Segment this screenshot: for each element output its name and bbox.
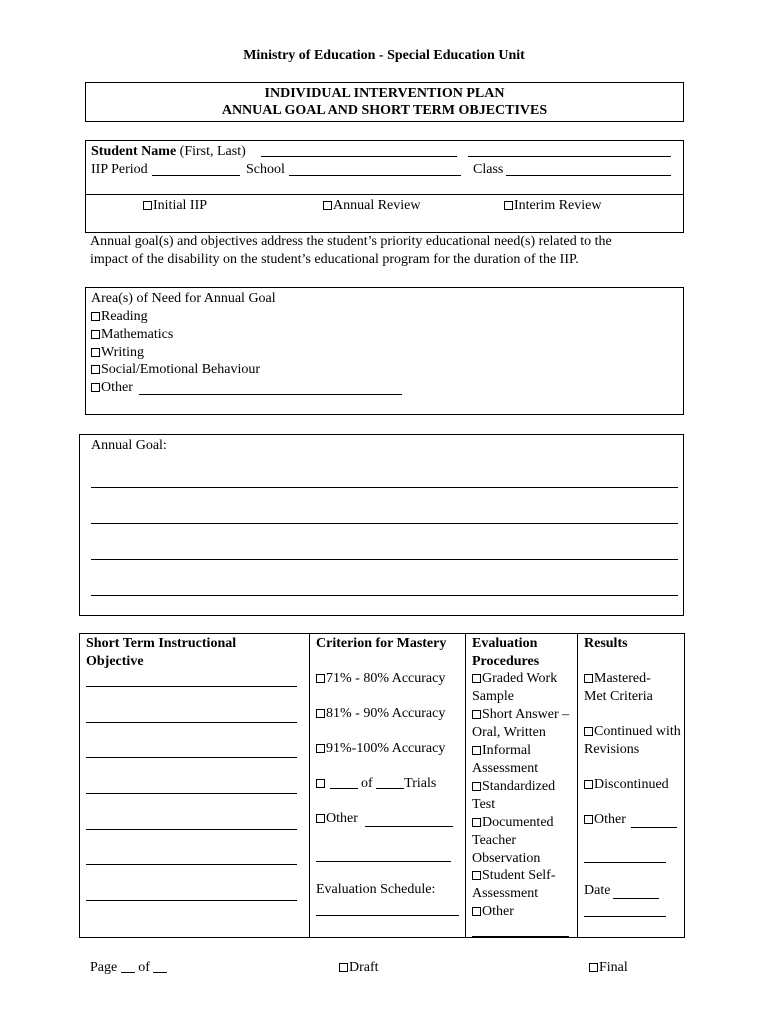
criterion-trials-checkbox[interactable]: of Trials [316,775,436,793]
objective-line[interactable] [86,864,297,865]
criterion-91-100-checkbox[interactable]: 91%-100% Accuracy [316,740,445,758]
final-checkbox[interactable]: Final [589,959,628,977]
eval-graded-work-checkbox[interactable]: Graded Work Sample [472,671,558,704]
checkbox-icon [472,674,481,683]
eval-self-assessment-checkbox[interactable]: Student Self-Assessment [472,868,556,901]
result-discontinued-checkbox[interactable]: Discontinued [584,776,669,794]
area-reading-checkbox[interactable]: Reading [91,308,148,326]
result-continued-checkbox[interactable]: Continued with Revisions [584,724,681,757]
plan-title: INDIVIDUAL INTERVENTION PLAN [264,86,505,101]
intro-line-2: impact of the disability on the student’s educational program for the duration of the IIP. [90,252,579,267]
student-info-box [85,140,684,233]
student-first-name-field[interactable] [261,156,457,157]
school-label: School [246,162,285,177]
annual-goal-line[interactable] [91,523,678,524]
criterion-column [309,634,466,937]
annual-goal-line[interactable] [91,487,678,488]
area-other-checkbox[interactable]: Other [91,379,133,397]
checkbox-icon [91,383,100,392]
result-date-label: Date [584,883,611,898]
checkbox-icon [472,746,481,755]
iip-period-field[interactable] [152,175,240,176]
result-date-extra-line[interactable] [584,916,666,917]
checkbox-icon [472,871,481,880]
page-number: Page of [90,959,167,977]
checkbox-icon [472,907,481,916]
annual-review-checkbox[interactable]: Annual Review [323,197,420,215]
checkbox-icon [323,201,332,210]
eval-other-field[interactable] [472,936,569,937]
school-field[interactable] [289,175,461,176]
checkbox-icon [316,744,325,753]
checkbox-icon [504,201,513,210]
ministry-heading: Ministry of Education - Special Education Unit [243,48,525,63]
checkbox-icon [316,779,325,788]
checkbox-icon [316,674,325,683]
checkbox-icon [584,727,593,736]
page-total-field[interactable] [153,960,167,973]
result-other-checkbox[interactable]: Other [584,811,626,829]
checkbox-icon [339,963,348,972]
objective-header-line2: Objective [86,654,144,669]
result-extra-line[interactable] [584,862,666,863]
trials-total-field[interactable] [376,776,404,789]
checkbox-icon [584,674,593,683]
result-date-field[interactable] [613,898,659,899]
objective-line[interactable] [86,757,297,758]
eval-informal-checkbox[interactable]: Informal Assessment [472,743,539,776]
evaluation-column [465,634,578,937]
objectives-table [79,633,685,938]
areas-title: Area(s) of Need for Annual Goal [91,291,276,306]
criterion-extra-line[interactable] [316,861,451,862]
criterion-other-checkbox[interactable]: Other [316,810,358,828]
eval-standardized-checkbox[interactable]: Standardized Test [472,779,556,812]
checkbox-icon [316,709,325,718]
area-other-field[interactable] [139,394,402,395]
eval-documented-checkbox[interactable]: Documented Teacher Observation [472,815,554,866]
results-header: Results [584,636,628,651]
annual-goal-label: Annual Goal: [91,438,167,453]
annual-goal-box [79,434,684,616]
checkbox-icon [589,963,598,972]
student-box-divider [86,194,683,195]
draft-checkbox[interactable]: Draft [339,959,379,977]
annual-goal-line[interactable] [91,595,678,596]
area-social-emotional-checkbox[interactable]: Social/Emotional Behaviour [91,361,260,379]
objective-header: Short Term Instructional [86,636,237,651]
checkbox-icon [91,312,100,321]
area-writing-checkbox[interactable]: Writing [91,344,144,362]
title-box [85,82,684,122]
initial-iip-checkbox[interactable]: Initial IIP [143,197,207,215]
result-mastered-checkbox[interactable]: Mastered-Met Criteria [584,671,653,704]
checkbox-icon [472,818,481,827]
evaluation-schedule-field[interactable] [316,915,459,916]
area-mathematics-checkbox[interactable]: Mathematics [91,326,173,344]
areas-of-need-box [85,287,684,415]
student-last-name-field[interactable] [468,156,671,157]
trials-count-field[interactable] [330,776,358,789]
result-other-field[interactable] [631,827,677,828]
checkbox-icon [584,780,593,789]
criterion-other-field[interactable] [365,826,453,827]
interim-review-checkbox[interactable]: Interim Review [504,197,601,215]
eval-other-checkbox[interactable]: Other [472,903,514,921]
objective-line[interactable] [86,793,297,794]
intro-line-1: Annual goal(s) and objectives address the student’s priority educational need(s) related to the [90,234,612,249]
checkbox-icon [91,365,100,374]
objective-line[interactable] [86,829,297,830]
checkbox-icon [584,815,593,824]
eval-short-answer-checkbox[interactable]: Short Answer –Oral, Written [472,707,570,740]
annual-goal-line[interactable] [91,559,678,560]
evaluation-header-line2: Procedures [472,654,540,669]
student-name-label: Student Name (First, Last) [91,144,246,159]
checkbox-icon [143,201,152,210]
checkbox-icon [472,782,481,791]
objective-line[interactable] [86,722,297,723]
checkbox-icon [316,814,325,823]
criterion-71-80-checkbox[interactable]: 71% - 80% Accuracy [316,670,445,688]
evaluation-header: Evaluation [472,636,538,651]
checkbox-icon [472,710,481,719]
checkbox-icon [91,348,100,357]
objective-line[interactable] [86,900,297,901]
page-number-field[interactable] [121,960,135,973]
results-column [577,634,686,937]
evaluation-schedule-label: Evaluation Schedule: [316,882,436,897]
class-label: Class [473,162,504,177]
criterion-header: Criterion for Mastery [316,636,447,651]
checkbox-icon [91,330,100,339]
class-field[interactable] [506,175,671,176]
iip-period-label: IIP Period [91,162,148,177]
criterion-81-90-checkbox[interactable]: 81% - 90% Accuracy [316,705,445,723]
objective-line[interactable] [86,686,297,687]
plan-subtitle: ANNUAL GOAL AND SHORT TERM OBJECTIVES [221,103,548,118]
